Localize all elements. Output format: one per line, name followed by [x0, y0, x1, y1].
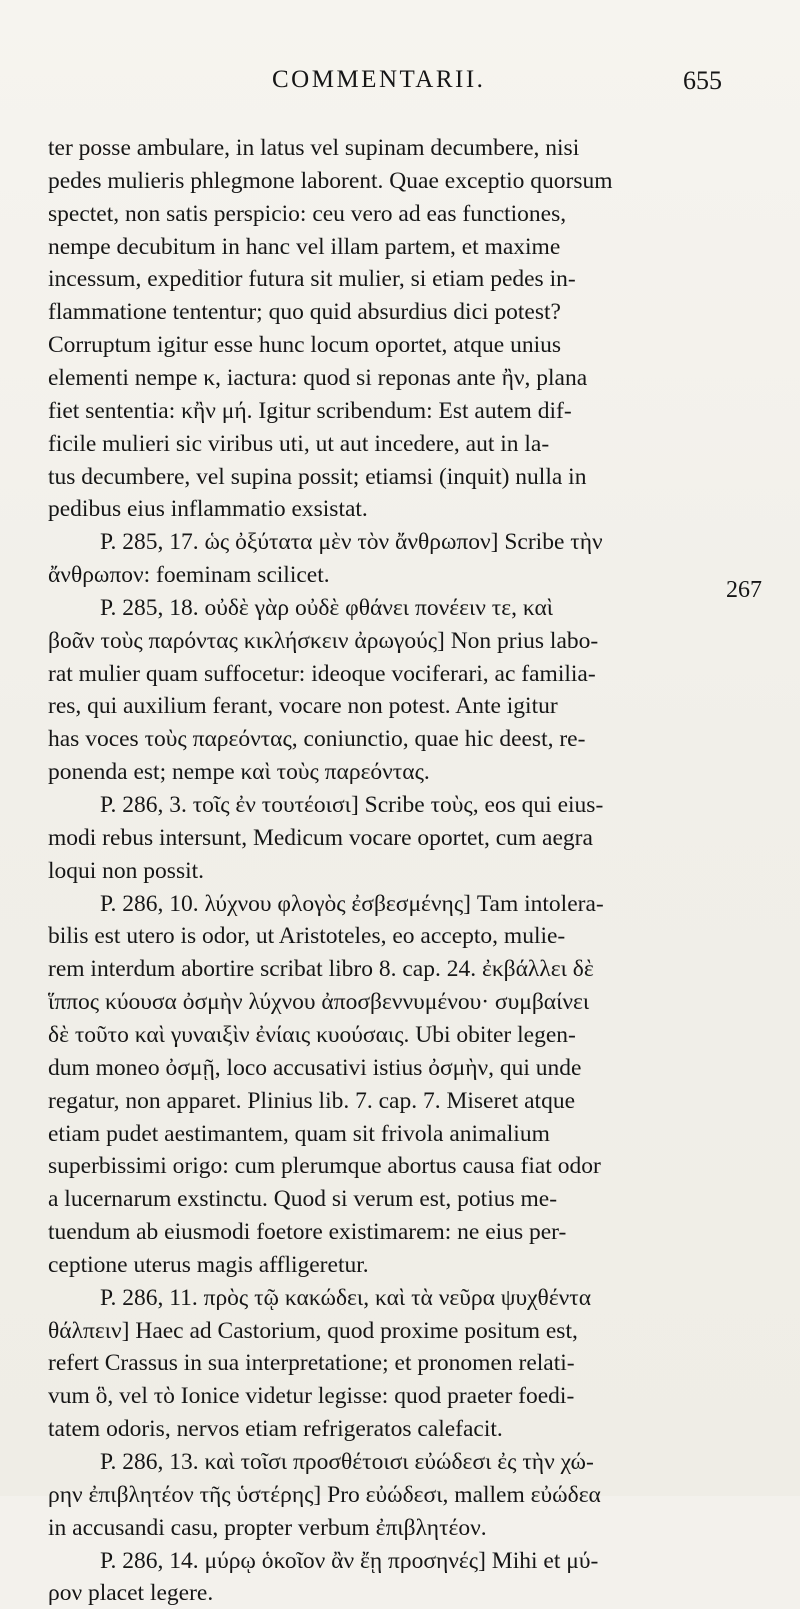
text-line: spectet, non satis perspicio: ceu vero ad eas functiones,	[48, 200, 567, 227]
text-line: P. 286, 3. τοῖς ἐν τουτέοισι] Scribe τοὺς, eos qui eius-	[100, 792, 604, 818]
text-line: res, qui auxilium ferant, vocare non potest. Ante igitur	[48, 693, 558, 720]
text-line: tatem odoris, nervos etiam refrigeratos calefacit.	[48, 1416, 503, 1443]
text-line: a lucernarum exstinctu. Quod si verum est, potius me-	[48, 1186, 558, 1213]
text-line: tus decumbere, vel supina possit; etiamsi (inquit) nulla in	[48, 463, 587, 490]
text-line: Corruptum igitur esse hunc locum oportet, atque unius	[48, 332, 561, 359]
text-line: flammatione tententur; quo quid absurdius dici potest?	[48, 299, 561, 326]
running-title: COMMENTARII.	[272, 66, 486, 93]
text-line: tuendum ab eiusmodi foetore existimarem: ne eius per-	[48, 1219, 567, 1246]
text-line: P. 285, 17. ὡς ὀξύτατα μὲν τὸν ἄνθρωπον] Scribe τὴν	[100, 529, 603, 556]
text-line: rem interdum abortire scribat libro 8. cap. 24. ἐκβάλλει δὲ	[48, 956, 594, 983]
text-line: P. 286, 11. πρὸς τῷ κακώδει, καὶ τὰ νεῦρα ψυχθέντα	[100, 1284, 592, 1311]
text-line: ponenda est; nempe καὶ τοὺς παρεόντας.	[48, 759, 430, 786]
text-line: ter posse ambulare, in latus vel supinam decumbere, nisi	[48, 135, 580, 161]
text-line: ficile mulieri sic viribus uti, ut aut incedere, aut in la-	[48, 430, 550, 457]
text-line: rat mulier quam suffocetur: ideoque vociferari, ac familia-	[48, 660, 596, 687]
text-line: pedibus eius inflammatio exsistat.	[48, 496, 368, 523]
text-line: vum ὃ, vel τὸ Ionice videtur legisse: quod praeter foedi-	[48, 1383, 575, 1410]
text-line: ἵππος κύουσα ὀσμὴν λύχνου ἀποσβεννυμένου· συμβαίνει	[48, 989, 590, 1016]
margin-note: 267	[726, 577, 762, 603]
text-line: βοᾶν τοὺς παρόντας κικλήσκειν ἀρωγούς] Non prius labo-	[48, 627, 599, 654]
text-line: ἄνθρωπον: foeminam scilicet.	[48, 562, 330, 589]
text-line: bilis est utero is odor, ut Aristoteles, eo accepto, mulie-	[48, 923, 566, 950]
text-line: has voces τοὺς παρεόντας, coniunctio, quae hic deest, re-	[48, 726, 586, 753]
text-line: incessum, expeditior futura sit mulier, si etiam pedes in-	[48, 266, 576, 293]
text-line: P. 286, 10. λύχνου φλογὸς ἐσβεσμένης] Tam intolera-	[100, 890, 604, 917]
text-line: P. 286, 13. καὶ τοῖσι προσθέτοισι εὐώδεσι ἐς τὴν χώ-	[100, 1449, 594, 1475]
text-line: refert Crassus in sua interpretatione; et pronomen relati-	[48, 1350, 575, 1377]
text-line: regatur, non apparet. Plinius lib. 7. cap. 7. Miseret atque	[48, 1087, 576, 1114]
page-header	[0, 66, 800, 106]
text-line: modi rebus intersunt, Medicum vocare oportet, cum aegra	[48, 824, 593, 851]
text-line: etiam pudet aestimantem, quam sit frivola animalium	[48, 1120, 550, 1147]
text-line: pedes mulieris phlegmone laborent. Quae exceptio quorsum	[48, 167, 613, 194]
text-line: elementi nempe κ, iactura: quod si reponas ante ἢν, plana	[48, 364, 588, 391]
text-line: P. 285, 18. οὐδὲ γὰρ οὐδὲ φθάνει πονέειν τε, καὶ	[100, 594, 554, 621]
text-line: ceptione uterus magis affligeretur.	[48, 1251, 369, 1278]
text-line: θάλπειν] Haec ad Castorium, quod proxime positum est,	[48, 1317, 578, 1344]
text-line: fiet sententia: κἢν μή. Igitur scribendum: Est autem dif-	[48, 397, 572, 424]
text-line: nempe decubitum in hanc vel illam partem, et maxime	[48, 233, 561, 260]
text-line: P. 286, 14. μύρῳ ὁκοῖον ἂν ἔῃ προσηνές] Mihi et μύ-	[100, 1547, 599, 1574]
text-line: superbissimi origo: cum plerumque abortus causa fiat odor	[48, 1153, 601, 1180]
page-number: 655	[683, 66, 722, 95]
text-line: in accusandi casu, propter verbum ἐπιβλητέον.	[48, 1514, 487, 1541]
text-line: ρον placet legere.	[48, 1580, 214, 1607]
text-line: ρην ἐπιβλητέον τῆς ὑστέρης] Pro εὐώδεσι, mallem εὐώδεα	[48, 1481, 601, 1508]
text-line: δὲ τοῦτο καὶ γυναιξὶν ἐνίαις κυούσαις. Ubi obiter legen-	[48, 1021, 576, 1048]
text-line: loqui non possit.	[48, 857, 205, 884]
text-line: dum moneo ὀσμῇ, loco accusativi istius ὀσμὴν, qui unde	[48, 1054, 582, 1081]
